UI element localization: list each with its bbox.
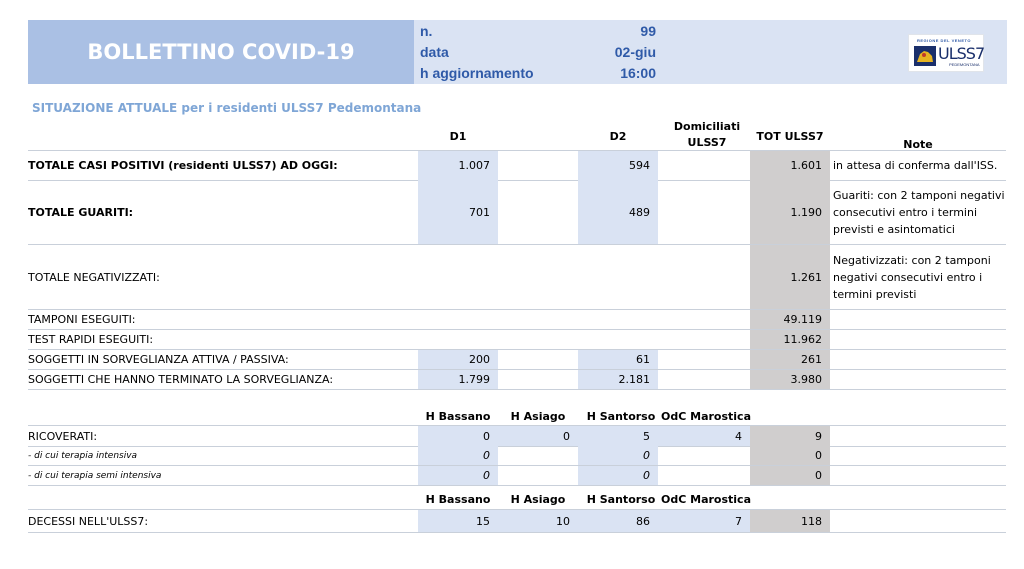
cell-asiago: 10 <box>498 510 578 532</box>
cell-d1: 701 <box>418 180 498 244</box>
row-label: DECESSI NELL'ULSS7: <box>28 514 149 528</box>
row-terapia-intensiva <box>28 446 1006 466</box>
row-test-rapidi <box>28 330 1006 350</box>
col-header-note: Note <box>903 138 933 151</box>
col-header-tot: TOT ULSS7 <box>756 130 824 143</box>
row-ricoverati <box>28 425 1006 447</box>
col-header-h-bassano: H Bassano <box>425 410 491 423</box>
cell-empty <box>498 151 578 180</box>
cell-tot: 0 <box>750 466 830 485</box>
update-time-value: 16:00 <box>620 65 656 81</box>
col-header-d2: D2 <box>609 130 627 143</box>
col-header-h-santorso: H Santorso <box>586 410 656 423</box>
update-time-label: h aggiornamento <box>420 65 534 81</box>
cell-tot: 1.190 <box>750 180 830 244</box>
cell-d2: 489 <box>578 180 658 244</box>
row-tamponi <box>28 310 1006 330</box>
cell-tot: 9 <box>750 426 830 446</box>
cell-santorso: 0 <box>578 466 658 485</box>
cell-bassano: 0 <box>418 466 498 485</box>
number-label: n. <box>420 23 433 39</box>
cell-tot: 11.962 <box>750 330 830 349</box>
col-header-h-santorso-2: H Santorso <box>586 493 656 506</box>
row-sorveglianza <box>28 350 1006 370</box>
cell-bassano: 0 <box>418 446 498 465</box>
logo-subtext: PEDEMONTANA <box>949 62 980 67</box>
row-label: TEST RAPIDI ESEGUITI: <box>28 333 154 346</box>
bulletin-title: BOLLETTINO COVID-19 <box>87 40 355 64</box>
cell-d2: 594 <box>578 151 658 180</box>
cell-santorso: 86 <box>578 510 658 532</box>
logo-region-text: REGIONE DEL VENETO <box>917 38 971 43</box>
col-header-odc-marostica: OdC Marostica <box>661 410 751 423</box>
row-terminato-sorveglianza <box>28 370 1006 390</box>
section-title: SITUAZIONE ATTUALE per i residenti ULSS7 Pedemontana <box>32 101 422 115</box>
date-label: data <box>420 44 449 60</box>
col-header-h-asiago: H Asiago <box>510 410 566 423</box>
cell-tot: 118 <box>750 510 830 532</box>
cell-note: Guariti: con 2 tamponi negativi consecutivi entro i termini previsti e asintomatici <box>833 188 1005 236</box>
logo-text: ULSS7 <box>938 44 985 63</box>
col-header-h-asiago-2: H Asiago <box>510 493 566 506</box>
cell-d2: 61 <box>578 350 658 369</box>
col-header-odc-marostica-2: OdC Marostica <box>661 493 751 506</box>
col-header-d1: D1 <box>449 130 467 143</box>
cell-d2: 2.181 <box>578 370 658 389</box>
cell-santorso: 5 <box>578 426 658 446</box>
cell-bassano: 15 <box>418 510 498 532</box>
bulletin-title-box <box>28 20 414 84</box>
cell-marostica: 7 <box>658 510 750 532</box>
row-label: RICOVERATI: <box>28 429 98 443</box>
row-totale-guariti <box>28 180 1006 245</box>
lion-emblem-icon <box>914 46 936 66</box>
ulss7-logo <box>908 34 984 72</box>
row-label: TOTALE NEGATIVIZZATI: <box>28 270 160 284</box>
cell-note: in attesa di conferma dall'ISS. <box>833 159 998 172</box>
row-terapia-semi-intensiva <box>28 466 1006 486</box>
row-label: - di cui terapia semi intensiva <box>28 470 162 481</box>
cell-tot: 49.119 <box>750 310 830 329</box>
cell-d1: 1.799 <box>418 370 498 389</box>
col-header-domiciliati: Domiciliati ULSS7 <box>673 120 741 149</box>
cell-santorso: 0 <box>578 446 658 465</box>
row-totale-negativizzati <box>28 245 1006 310</box>
cell-domiciliati <box>658 151 750 180</box>
cell-tot: 1.261 <box>750 245 830 309</box>
row-totale-positivi <box>28 150 1006 181</box>
cell-marostica: 4 <box>658 426 750 446</box>
row-label: SOGGETTI IN SORVEGLIANZA ATTIVA / PASSIVA: <box>28 353 289 366</box>
cell-tot: 261 <box>750 350 830 369</box>
cell-note: Negativizzati: con 2 tamponi negativi consecutivi entro i termini previsti <box>833 253 991 301</box>
cell-tot: 1.601 <box>750 151 830 180</box>
row-label: SOGGETTI CHE HANNO TERMINATO LA SORVEGLIANZA: <box>28 373 334 386</box>
cell-tot: 3.980 <box>750 370 830 389</box>
col-header-h-bassano-2: H Bassano <box>425 493 491 506</box>
row-label: - di cui terapia intensiva <box>28 450 138 461</box>
cell-d1: 1.007 <box>418 151 498 180</box>
number-value: 99 <box>640 23 656 39</box>
cell-asiago: 0 <box>498 426 578 446</box>
date-value: 02-giu <box>614 44 656 60</box>
cell-d1: 200 <box>418 350 498 369</box>
row-label: TOTALE CASI POSITIVI (residenti ULSS7) AD OGGI: <box>28 159 338 172</box>
row-decessi <box>28 509 1006 533</box>
row-label: TOTALE GUARITI: <box>28 205 134 219</box>
row-label: TAMPONI ESEGUITI: <box>28 313 136 326</box>
cell-bassano: 0 <box>418 426 498 446</box>
cell-tot: 0 <box>750 446 830 465</box>
